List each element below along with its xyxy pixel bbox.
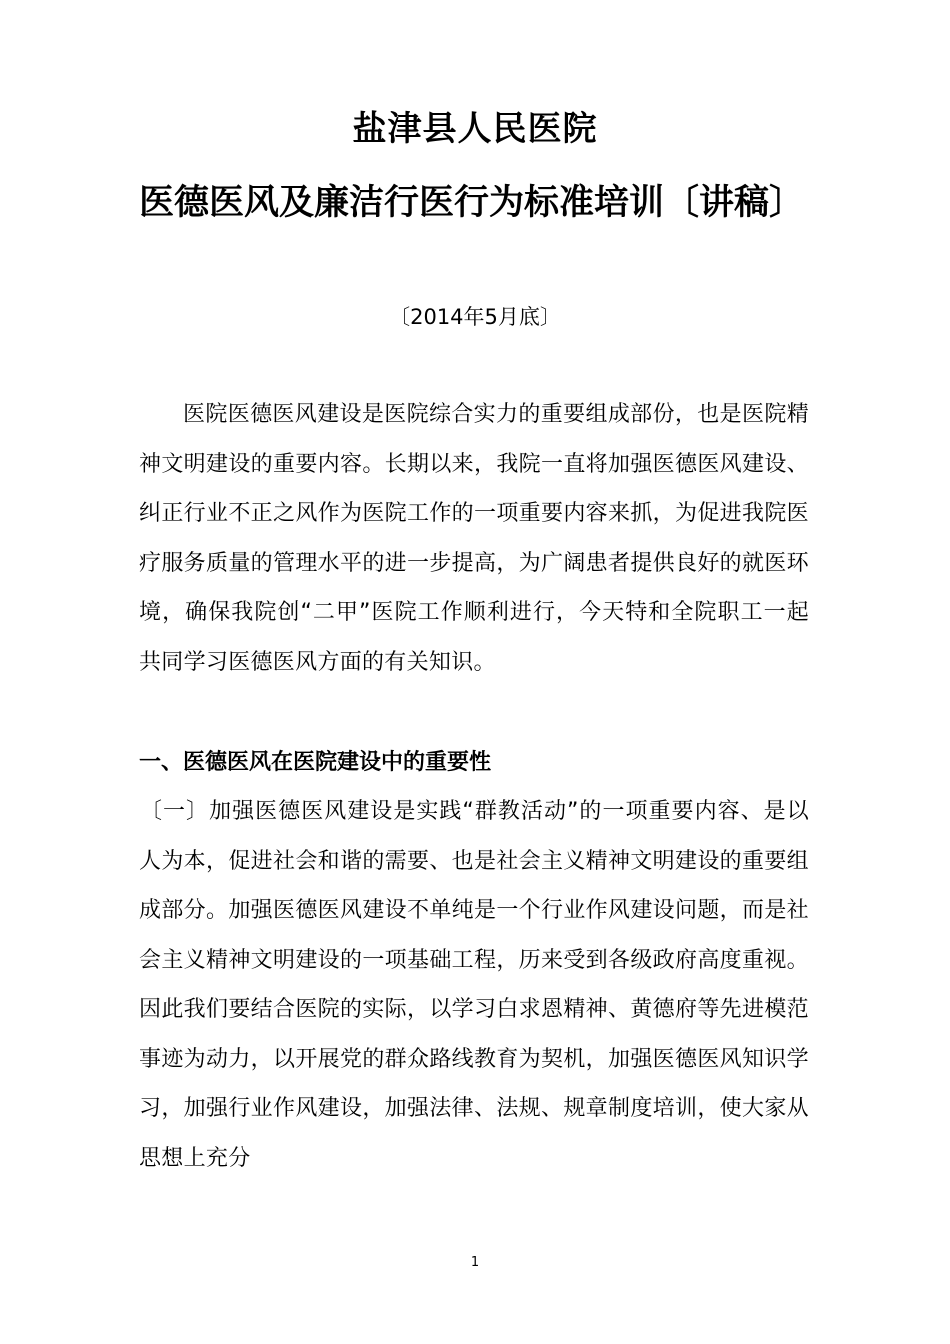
document-date: 〔2014年5月底〕 — [389, 305, 561, 329]
section-paragraph: 〔一〕加强医德医风建设是实践“群教活动”的一项重要内容、是以人为本，促进社会和谐的需要、也是社会主义精神文明建设的重要组成部分。加强医德医风建设不单纯是一个行业作风建设问题，而是社会主义精神文明建设的一项基础工程，历来受到各级政府高度重视。因此我们要结合医院的实际，以学习白求恩精神、黄德府等先进模范事迹为动力，以开展党的群众路线教育为契机，加强医德医风知识学习，加强行业作风建设，加强法律、法规、规章制度培训，使大家从思想上充分 — [139, 799, 809, 1171]
page-number: 1 — [470, 1255, 480, 1270]
section-heading: 一、医德医风在医院建设中的重要性 — [139, 750, 492, 775]
hospital-name-heading: 盐津县人民医院 — [352, 109, 598, 149]
document-title: 医德医风及廉洁行医行为标准培训〔讲稿〕 — [139, 183, 805, 223]
intro-paragraph: 医院医德医风建设是医院综合实力的重要组成部份，也是医院精神文明建设的重要内容。长期以来，我院一直将加强医德医风建设、纠正行业不正之风作为医院工作的一项重要内容来抓，为促进我院医疗服务质量的管理水平的进一步提高，为广阔患者提供良好的就医环境，确保我院创“二甲”医院工作顺利进行，今天特和全院职工一起共同学习医德医风方面的有关知识。 — [139, 402, 809, 675]
